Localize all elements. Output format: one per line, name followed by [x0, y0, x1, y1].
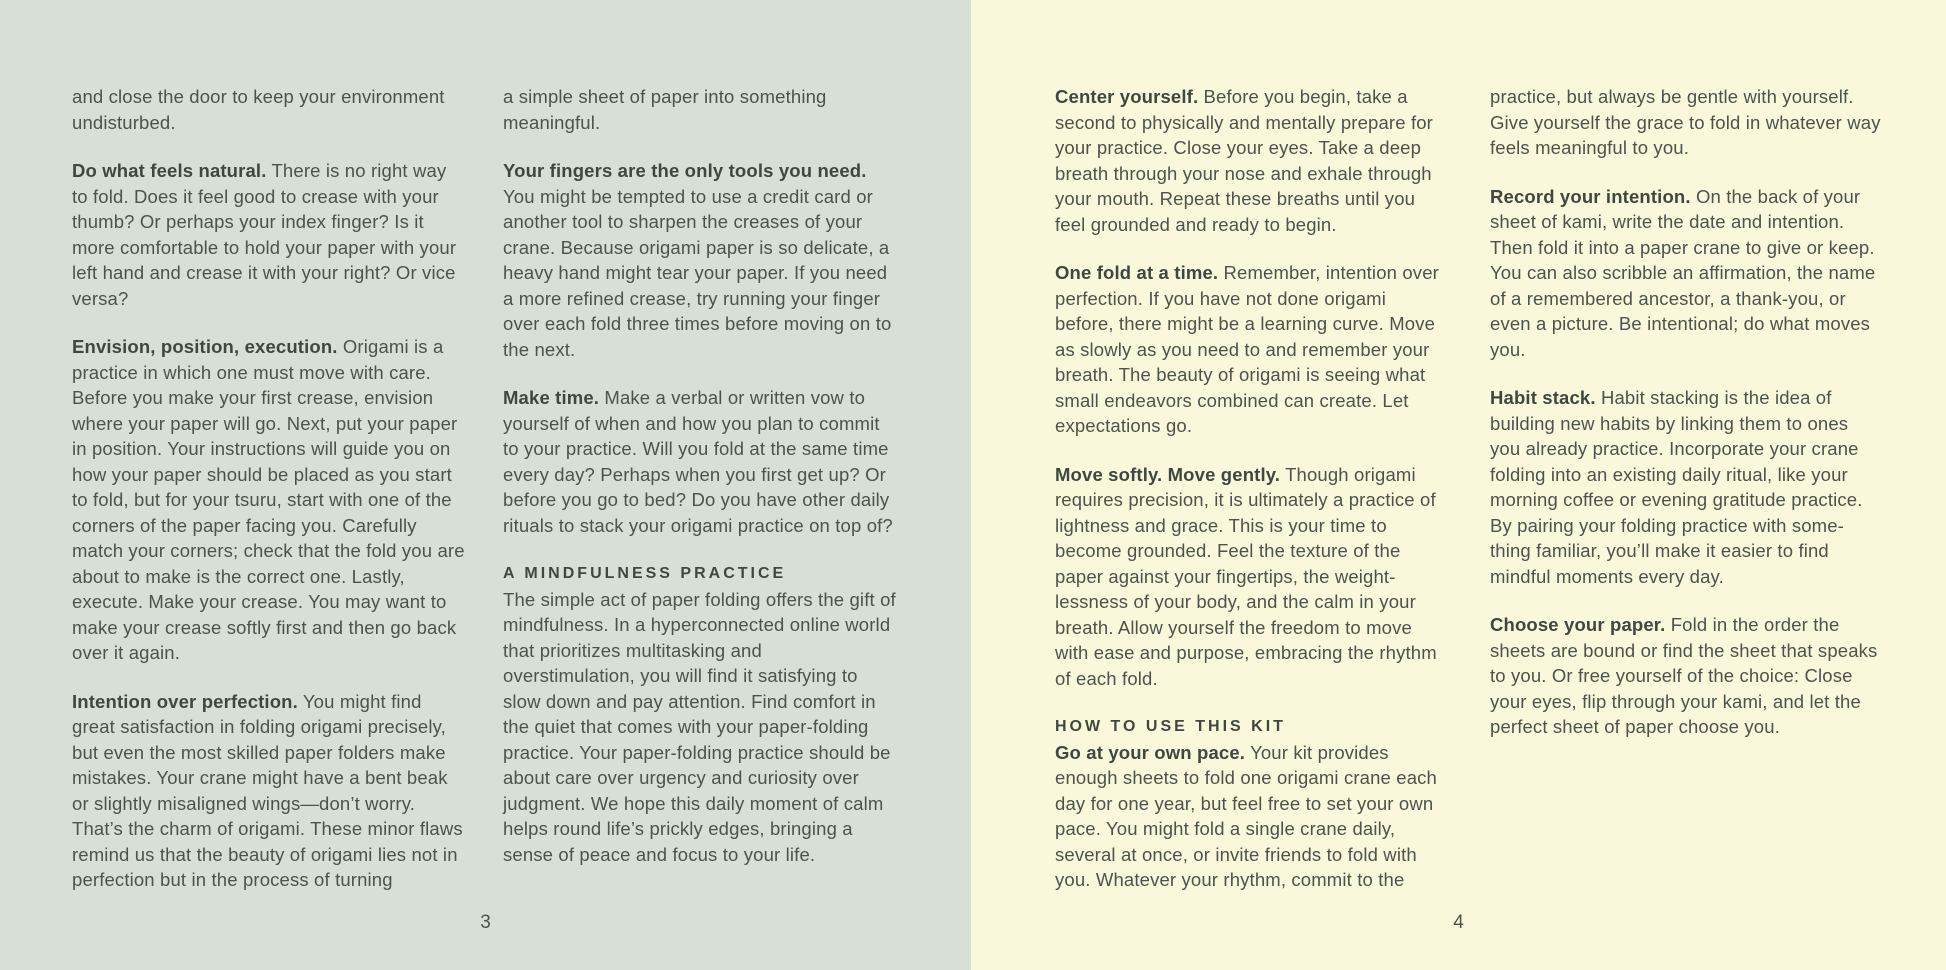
- paragraph: [72, 84, 466, 135]
- paragraph: [72, 334, 466, 666]
- paragraph-text: The simple act of paper folding offers the gift of mindfulness. In a hyperconnected online world that prioritizes multitasking and overstimulation, you will find it satisfying to slow down and pay attention. Find comfort in the quiet that comes with your paper-folding practice. Your paper-folding practice should be about care over urgency and curiosity over judgment. We hope this daily moment of calm helps round life’s prickly edges, bringing a sense of peace and focus to your life.: [503, 588, 896, 865]
- paragraph-lead: Move softly. Move gently.: [1055, 463, 1281, 485]
- paragraph: [72, 158, 466, 311]
- left-page-column-1: [72, 84, 466, 893]
- paragraph: [1055, 740, 1449, 893]
- paragraph: [503, 84, 897, 135]
- paragraph-text: You might find great satisfaction in folding origami precisely, but even the most skilled paper folders make mistakes. Your crane might have a bent beak or slightly misaligned wings—don’t worry. That’s the charm of origami. These minor flaws remind us that the beauty of origami lies not in perfection but in the process of turning: [72, 690, 463, 890]
- paragraph-lead: Habit stack.: [1490, 387, 1596, 408]
- paragraph-lead: Your fingers are the only tools you need.: [503, 160, 867, 181]
- paragraph-lead: Do what feels natural.: [72, 160, 267, 181]
- paragraph-lead: Go at your own pace.: [1055, 741, 1246, 763]
- paragraph-lead: Choose your paper.: [1490, 614, 1666, 635]
- paragraph: [1055, 462, 1449, 692]
- left-page: [0, 0, 971, 970]
- paragraph: [1490, 84, 1882, 161]
- right-page-column-2: [1490, 84, 1882, 740]
- paragraph-text: Habit stacking is the idea of building new habits by linking them to ones you already practice. Incorporate your crane folding into an existing daily ritual, like your morning coffee or evening gratitude practice. By pairing your folding practice with some-thing familiar, you’ll make it easier to find mindful moments every day.: [1490, 387, 1863, 587]
- paragraph-text: You might be tempted to use a credit card or another tool to sharpen the creases of your crane. Because origami paper is so delicate, a heavy hand might tear your paper. If you need a more refined crease, try running your finger over each fold three times before moving on to the next.: [503, 185, 892, 360]
- paragraph: [72, 689, 466, 893]
- left-page-column-2: [503, 84, 897, 867]
- paragraph-text: and close the door to keep your environment undisturbed.: [72, 86, 445, 133]
- paragraph-lead: Intention over perfection.: [72, 690, 298, 712]
- paragraph-text: practice, but always be gentle with yourself. Give yourself the grace to fold in whatever way feels meaningful to you.: [1490, 86, 1881, 158]
- right-page-column-1: [1055, 84, 1449, 893]
- paragraph-text: There is no right way to fold. Does it feel good to crease with your thumb? Or perhaps your index finger? Is it more comfortable to hold your paper with your left hand and crease it with your right? Or vice versa?: [72, 160, 457, 309]
- paragraph-lead: Make time.: [503, 387, 600, 408]
- paragraph-text: a simple sheet of paper into something meaningful.: [503, 86, 827, 133]
- paragraph-text: Fold in the order the sheets are bound or find the sheet that speaks to you. Or free yourself of the choice: Close your eyes, flip through your kami, and let the perfect sheet of paper choose you.: [1490, 614, 1878, 737]
- page-number-right: 4: [1453, 912, 1464, 933]
- paragraph-text: Though origami requires precision, it is ultimately a practice of lightness and grace. This is your time to become grounded. Feel the texture of the paper against your fingertips, the weight-lessness of your body, and the calm in your breath. Allow yourself the freedom to move with ease and purpose, embracing the rhythm of each fold.: [1055, 463, 1437, 689]
- section-heading-mindfulness-practice: A MINDFULNESS PRACTICE: [503, 565, 787, 582]
- paragraph: [503, 587, 897, 868]
- paragraph-text: Your kit provides enough sheets to fold one origami crane each day for one year, but feel free to set your own pace. You might fold a single crane daily, several at once, or invite friends to fold with you. Whatever your rhythm, commit to the: [1055, 741, 1437, 890]
- paragraph-lead: Center yourself.: [1055, 86, 1199, 107]
- paragraph-lead: One fold at a time.: [1055, 262, 1219, 283]
- paragraph-lead: Envision, position, execution.: [72, 336, 338, 357]
- paragraph: [1490, 612, 1882, 740]
- paragraph: [1055, 260, 1449, 439]
- section-heading-how-to-use-this-kit: HOW TO USE THIS KIT: [1055, 718, 1286, 735]
- paragraph-text: Origami is a practice in which one must move with care. Before you make your first crease, envision where your paper will go. Next, put your paper in position. Your instructions will guide you on how your paper should be placed as you start to fold, but for your tsuru, start with one of the corners of the paper facing you. Carefully match your corners; check that the fold you are about to make is the correct one. Lastly, execute. Make your crease. You may want to make your crease softly first and then go back over it again.: [72, 336, 465, 663]
- right-page: [971, 0, 1946, 970]
- paragraph: [503, 385, 897, 538]
- paragraph: [1055, 84, 1449, 237]
- paragraph-text: Before you begin, take a second to physically and mentally prepare for your practice. Close your eyes. Take a deep breath through your nose and exhale through your mouth. Repeat these breaths until you feel grounded and ready to begin.: [1055, 86, 1433, 235]
- paragraph-text: On the back of your sheet of kami, write the date and intention. Then fold it into a paper crane to give or keep. You can also scribble an affirmation, the name of a remembered ancestor, a thank-you, or even a picture. Be intentional; do what moves you.: [1490, 185, 1876, 360]
- paragraph-text: Make a verbal or written vow to yourself of when and how you plan to commit to your practice. Will you fold at the same time every day? Perhaps when you first get up? Or before you go to bed? Do you have other daily rituals to stack your origami practice on top of?: [503, 387, 893, 536]
- paragraph-text: Remember, intention over perfection. If you have not done origami before, there might be a learning curve. Move as slowly as you need to and remember your breath. The beauty of origami is seeing what small endeavors combined can create. Let expectations go.: [1055, 262, 1439, 436]
- paragraph: [1490, 184, 1882, 363]
- paragraph-lead: Record your intention.: [1490, 185, 1691, 207]
- page-number-left: 3: [480, 912, 491, 933]
- paragraph: [503, 158, 897, 362]
- paragraph: [1490, 385, 1882, 589]
